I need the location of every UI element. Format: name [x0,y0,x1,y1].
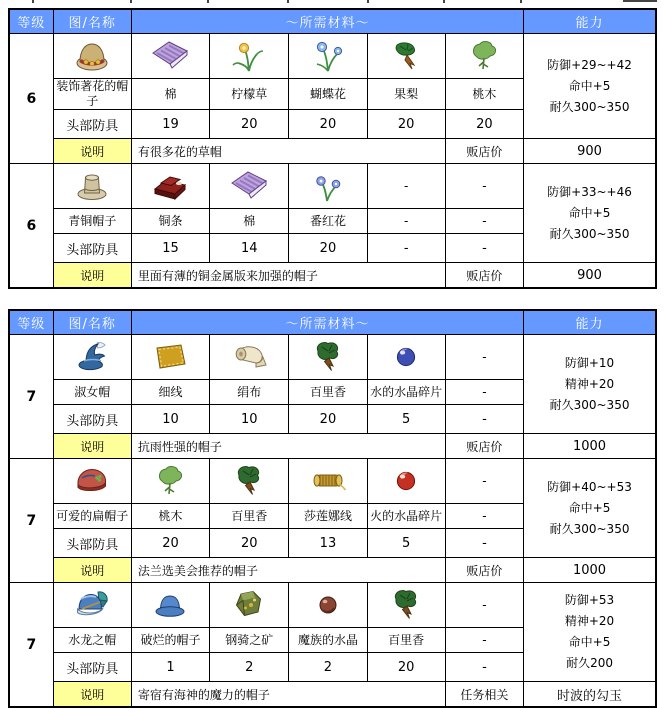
material-name: - [445,504,523,529]
ability-line: 防御+33~+46 [547,184,632,199]
price-value: 时波的勾玉 [524,682,656,708]
material-icon-cell [210,164,289,209]
level-cell: 7 [9,583,53,708]
cotton-icon [150,38,190,74]
item-name: 青铜帽子 [53,209,131,234]
thyme-icon [308,339,348,375]
material-name: - [367,209,445,234]
description-text: 里面有薄的铜金属版来加强的帽子 [131,263,445,289]
material-name: 魔族的水晶 [289,628,367,653]
material-icon-cell [289,335,367,380]
copper-ingots-icon [150,168,190,204]
material-quantity: 2 [289,653,367,682]
material-name: 细线 [131,380,209,405]
root-plant-icon [386,38,426,74]
material-quantity: 2 [210,653,289,682]
material-icon-cell [445,34,523,79]
description-label: 说明 [53,434,131,459]
material-name: 钢骑之矿 [210,628,289,653]
material-icon-cell: - [445,164,523,209]
item-icon-cell [53,583,131,628]
ability-line: 耐久300~350 [549,226,630,241]
column-header-image-name: 图/名称 [53,9,131,34]
material-quantity: 5 [367,405,445,434]
material-name: - [445,380,523,405]
material-name: 棉 [210,209,289,234]
column-header-materials: ～所需材料～ [131,310,523,335]
material-quantity: 5 [367,529,445,558]
armor-type-label: 头部防具 [53,110,131,139]
description-label: 说明 [53,139,131,164]
armor-type-label: 头部防具 [53,529,131,558]
yellow-flower-icon [229,38,269,74]
material-icon-cell [131,583,209,628]
armor-type-label: 头部防具 [53,653,131,682]
price-value: 900 [524,263,656,289]
item-name: 淑女帽 [53,380,131,405]
green-sprig-icon [150,463,190,499]
description-row [9,263,656,289]
water-orb-icon [386,339,426,375]
material-quantity: 20 [289,234,367,263]
description-row [9,139,656,164]
armor-type-label: 头部防具 [53,405,131,434]
price-label: 贩店价 [445,139,523,164]
column-header-ability: 能力 [524,310,656,335]
material-icon-cell [367,583,445,628]
material-quantity: - [445,405,523,434]
ability-cell [524,459,656,558]
price-value: 1000 [524,434,656,459]
item-name: 装饰著花的帽子 [53,79,131,110]
material-icon-cell [289,459,367,504]
material-name: 桃木 [445,79,523,110]
bowler-hat-icon [150,587,190,623]
level-cell: 6 [9,164,53,289]
item-icon-cell [53,164,131,209]
material-quantity: 15 [131,234,209,263]
material-icon-cell [131,164,209,209]
ability-line: 精神+20 [564,614,615,628]
material-name: 绢布 [210,380,289,405]
material-quantity: - [445,529,523,558]
ability-line: 耐久200 [566,656,613,670]
ability-cell [524,583,656,682]
price-value: 900 [524,139,656,164]
item-icons-row [9,459,656,504]
dragon-hat-icon [72,587,112,623]
ability-line: 耐久300~350 [549,397,630,412]
description-text: 抗雨性强的帽子 [131,434,445,459]
description-row [9,682,656,708]
cotton-icon [229,168,269,204]
description-label: 说明 [53,682,131,708]
material-name: 柠檬草 [210,79,289,110]
column-header-materials: ～所需材料～ [131,9,523,34]
ability-line: 命中+5 [568,500,611,515]
material-icon-cell [289,583,367,628]
material-icon-cell: - [367,164,445,209]
material-quantity: 13 [289,529,367,558]
material-quantity: 20 [367,110,445,139]
item-icons-row [9,583,656,628]
dark-orb-icon [308,587,348,623]
material-quantity: 20 [289,405,367,434]
flower-straw-hat-icon [72,38,112,74]
material-quantity: 20 [131,529,209,558]
armor-type-label: 头部防具 [53,234,131,263]
material-icon-cell [210,335,289,380]
material-icon-cell [367,335,445,380]
price-label: 贩店价 [445,263,523,289]
item-name: 可爱的扁帽子 [53,504,131,529]
ability-line: 防御+40~+53 [547,479,632,494]
item-icons-row [9,34,656,79]
material-icon-cell: - [445,583,523,628]
description-label: 说明 [53,558,131,583]
material-quantity: 14 [210,234,289,263]
level-cell: 6 [9,34,53,164]
column-header-level: 等级 [9,310,53,335]
column-header-image-name: 图/名称 [53,310,131,335]
material-name: 水的水晶碎片 [367,380,445,405]
material-quantity: 20 [367,653,445,682]
material-quantity: 20 [445,110,523,139]
description-label: 说明 [53,263,131,289]
ability-cell [524,335,656,434]
material-icon-cell [289,34,367,79]
column-header-level: 等级 [9,9,53,34]
material-quantity: 20 [210,529,289,558]
price-label: 任务相关 [445,682,523,708]
material-name: 百里香 [210,504,289,529]
material-quantity: - [445,234,523,263]
item-icons-row [9,335,656,380]
material-icon-cell [210,459,289,504]
material-icon-cell [131,34,209,79]
lady-hat-icon [72,339,112,375]
description-row [9,434,656,459]
description-text: 寄宿有海神的魔力的帽子 [131,682,445,708]
material-icon-cell [367,34,445,79]
material-quantity: 10 [131,405,209,434]
material-name: 桃木 [131,504,209,529]
ability-cell [524,164,656,263]
ability-line: 命中+5 [568,78,611,93]
material-quantity: 20 [289,110,367,139]
material-quantity: 10 [210,405,289,434]
material-icon-cell [210,583,289,628]
material-name: 果梨 [367,79,445,110]
material-quantity: 19 [131,110,209,139]
red-beret-icon [72,463,112,499]
material-name: 破烂的帽子 [131,628,209,653]
item-icons-row [9,164,656,209]
item-icon-cell [53,459,131,504]
table-header-row [9,9,656,34]
item-icon-cell [53,335,131,380]
ore-chunk-icon [229,587,269,623]
green-sprig-icon [464,38,504,74]
material-name: 火的水晶碎片 [367,504,445,529]
price-label: 贩店价 [445,558,523,583]
ability-line: 耐久300~350 [549,521,630,536]
ability-line: 防御+53 [564,593,615,607]
ability-line: 防御+29~+42 [547,57,632,72]
material-quantity: - [367,234,445,263]
gold-cloth-icon [150,339,190,375]
material-name: 蝴蝶花 [289,79,367,110]
description-row [9,558,656,583]
ability-line: 防御+10 [564,355,615,370]
material-name: 棉 [131,79,209,110]
ability-line: 命中+5 [568,205,611,220]
material-icon-cell: - [445,459,523,504]
ability-cell [524,34,656,139]
material-icon-cell [367,459,445,504]
ability-line: 命中+5 [568,635,611,649]
item-name: 水龙之帽 [53,628,131,653]
material-quantity: - [445,653,523,682]
ability-line: 精神+20 [564,376,615,391]
material-icon-cell [210,34,289,79]
craft-table [8,8,657,289]
material-icon-cell [131,335,209,380]
silk-roll-icon [229,339,269,375]
thyme-icon [386,587,426,623]
material-name: 百里香 [367,628,445,653]
material-icon-cell: - [445,335,523,380]
thyme-icon [229,463,269,499]
fire-orb-icon [386,463,426,499]
column-header-ability: 能力 [524,9,656,34]
saffron-icon [308,168,348,204]
price-value: 1000 [524,558,656,583]
material-icon-cell [131,459,209,504]
blue-flower-icon [308,38,348,74]
table-header-row [9,310,656,335]
thread-spool-icon [308,463,348,499]
craft-table [8,309,657,708]
material-name: 铜条 [131,209,209,234]
item-icon-cell [53,34,131,79]
level-cell: 7 [9,335,53,459]
material-quantity: 1 [131,653,209,682]
material-icon-cell [289,164,367,209]
description-text: 有很多花的草帽 [131,139,445,164]
ability-line: 耐久300~350 [549,99,630,114]
price-label: 贩店价 [445,434,523,459]
material-name: - [445,628,523,653]
material-name: - [445,209,523,234]
material-name: 番红花 [289,209,367,234]
level-cell: 7 [9,459,53,583]
tables-container [8,8,657,708]
top-hat-icon [72,168,112,204]
material-name: 莎莲娜线 [289,504,367,529]
description-text: 法兰选美会推荐的帽子 [131,558,445,583]
material-quantity: 20 [210,110,289,139]
material-name: 百里香 [289,380,367,405]
